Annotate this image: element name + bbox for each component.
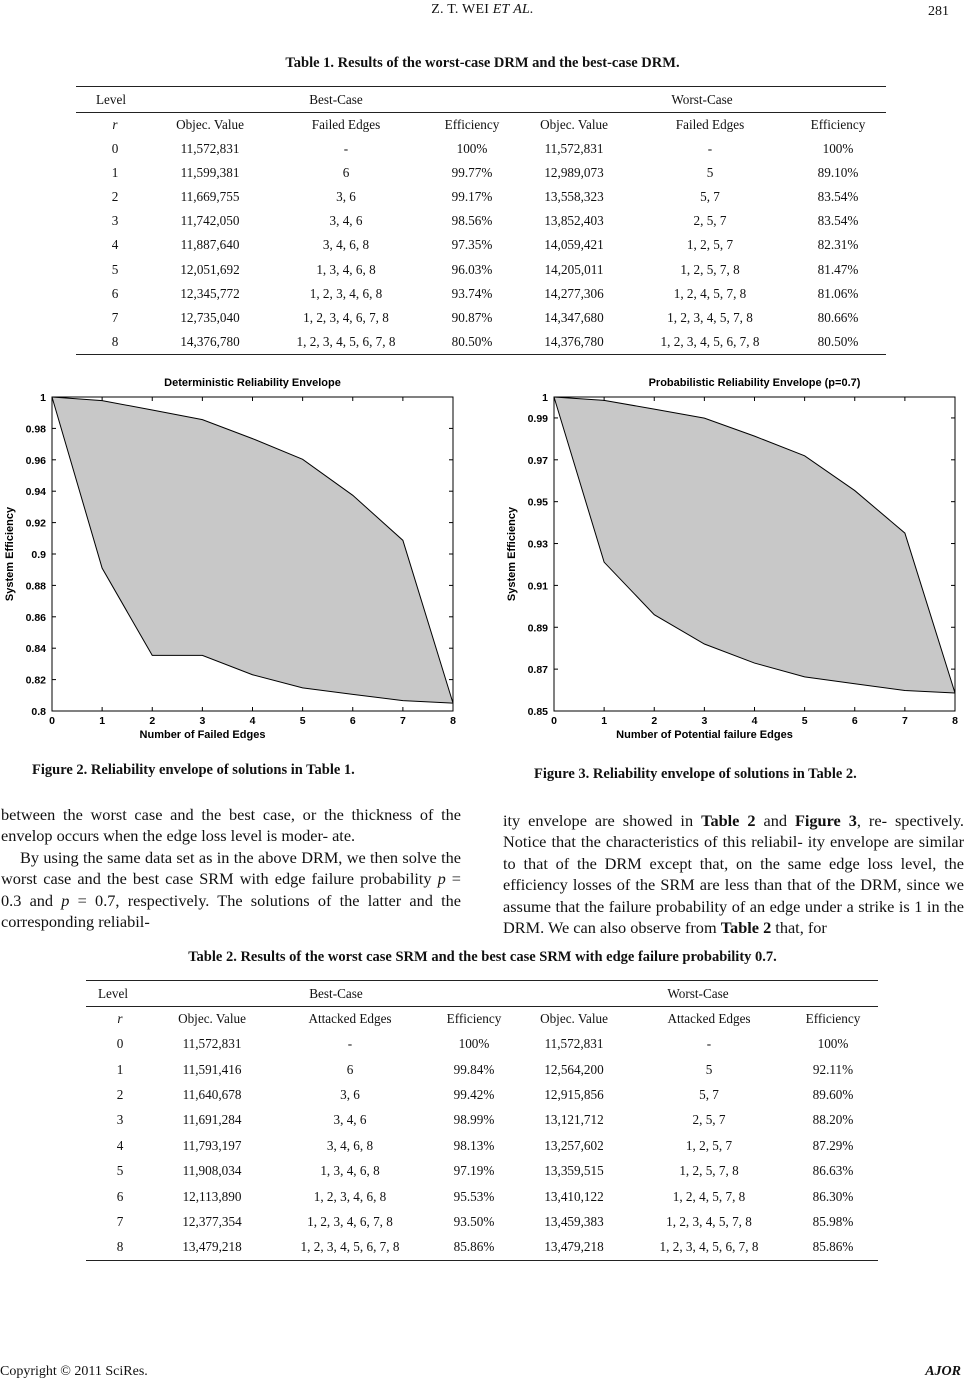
table1-bestcase-header: Best-Case [154, 87, 518, 113]
table-cell: 14,376,780 [518, 330, 630, 354]
table-cell: 14,059,421 [544, 237, 604, 253]
table1-col-header: Efficiency [426, 113, 518, 137]
header-et: ET [492, 2, 510, 17]
table-cell: 5, 7 [700, 188, 720, 204]
y-tick-label: 0.97 [527, 454, 548, 467]
table-cell: 99.42% [453, 1086, 495, 1102]
x-tick-label: 8 [952, 715, 958, 727]
table-cell: 1, 3, 4, 6, 8 [316, 261, 376, 277]
table-cell: 5 [111, 261, 119, 277]
y-tick-label: 0.99 [527, 412, 548, 425]
table-cell: 11,691,284 [182, 1112, 242, 1128]
table-cell: 4 [116, 1137, 124, 1153]
table-cell: 85.86% [430, 1235, 518, 1260]
table-cell: 12,345,772 [180, 285, 240, 301]
right-ref-figure3: Figure 3 [794, 811, 857, 830]
table-cell: 5, 7 [699, 1086, 719, 1102]
table-cell: 2, 5, 7 [692, 1112, 726, 1128]
table-cell: 1, 2, 4, 5, 7, 8 [673, 285, 747, 301]
table-cell: 1, 3, 4, 6, 8 [320, 1163, 380, 1179]
table-cell: 13,479,218 [518, 1235, 630, 1260]
table-row [76, 209, 886, 233]
table-cell: 98.56% [451, 213, 493, 229]
table2-group-header [86, 981, 878, 1007]
table-cell: 0 [116, 1036, 124, 1052]
footer-copyright: Copyright © 2011 SciRes. [0, 1364, 148, 1379]
table-cell: 11,908,034 [182, 1163, 242, 1179]
table-cell: 3, 4, 6 [333, 1112, 367, 1128]
table-cell: 12,915,856 [544, 1086, 604, 1102]
table-cell: 13,121,712 [544, 1112, 604, 1128]
x-tick-label: 8 [450, 715, 456, 727]
y-tick-label: 0.82 [25, 674, 46, 687]
table-row [76, 282, 886, 306]
table-cell: 13,410,122 [544, 1188, 604, 1204]
right-text-g: that, for [771, 918, 827, 938]
table-cell: 1, 2, 3, 4, 6, 7, 8 [303, 309, 389, 325]
table-cell: 12,377,354 [182, 1213, 242, 1229]
table-cell: 1, 2, 3, 4, 5, 7, 8 [667, 309, 753, 325]
table-cell: 1, 2, 3, 4, 5, 6, 7, 8 [266, 330, 426, 354]
table-cell: 92.11% [812, 1061, 854, 1077]
table-cell: 14,347,680 [544, 309, 604, 325]
figure3 [502, 372, 965, 750]
table-cell: 1, 2, 5, 7 [686, 237, 734, 253]
table-cell: 99.84% [453, 1061, 495, 1077]
table-row [76, 185, 886, 209]
table-cell: 6 [342, 164, 350, 180]
table-row [76, 306, 886, 330]
x-tick-label: 2 [651, 715, 658, 727]
y-tick-label: 0.9 [31, 549, 46, 561]
y-tick-label: 0.92 [25, 517, 46, 530]
table2-worstcase-header: Worst-Case [518, 981, 878, 1007]
y-tick-label: 0.98 [25, 423, 46, 436]
table-cell: 0 [111, 140, 119, 156]
table-cell: 83.54% [817, 213, 859, 229]
table-cell: 12,735,040 [180, 309, 240, 325]
table2-body [86, 1032, 878, 1261]
envelope-area [52, 397, 453, 703]
figure2-chart [0, 372, 463, 750]
x-tick-label: 4 [249, 715, 256, 727]
table-cell: 5 [705, 1061, 713, 1077]
table-cell: 3, 6 [336, 188, 356, 204]
table-cell: 97.35% [451, 237, 493, 253]
table2-col-header: r [86, 1007, 154, 1032]
table1-body [76, 137, 886, 355]
table-cell: 11,887,640 [180, 237, 240, 253]
y-axis-label: System Efficiency [506, 506, 518, 602]
table-cell: 81.47% [817, 261, 859, 277]
table-cell: 3, 6 [340, 1086, 360, 1102]
table-cell: 5 [116, 1163, 124, 1179]
table-cell: 90.87% [451, 309, 493, 325]
table-cell: 13,257,602 [544, 1137, 604, 1153]
table1 [76, 86, 886, 355]
table-cell: 6 [346, 1061, 354, 1077]
table-row [86, 1158, 878, 1183]
table-cell: 11,572,831 [182, 1036, 242, 1052]
table-cell: 7 [116, 1213, 124, 1229]
x-tick-label: 2 [149, 715, 156, 727]
table-cell: 97.19% [453, 1163, 495, 1179]
x-tick-label: 6 [349, 715, 356, 727]
table1-caption: Table 1. Results of the worst-case DRM and the best-case DRM. [285, 55, 680, 71]
table-row [86, 1235, 878, 1260]
table-cell: 11,572,831 [180, 140, 240, 156]
p2-text-a: By using the same data set as in the above DRM, we then solve the worst case and the best case SRM with edge failure probability [1, 847, 461, 889]
table-cell: 3, 4, 6, 8 [326, 1137, 374, 1153]
x-tick-label: 5 [801, 715, 808, 727]
table-cell: 6 [111, 285, 119, 301]
x-tick-label: 7 [399, 715, 406, 727]
table-cell: 80.50% [426, 330, 518, 354]
table-cell: - [707, 140, 713, 156]
table-cell: 11,572,831 [544, 140, 604, 156]
y-tick-label: 1 [542, 392, 548, 404]
right-text-e: , re- spectively. Notice that the characteristics of this reliabil- ity envelope are similar to that of the DRM except that, on the same edge loss level, the efficiency losses of the SRM are less than that of the DRM, since we assume that the failure probability of an edge under a strike is 1 in the DRM. We can also observe from [503, 811, 964, 938]
table-cell: 96.03% [451, 261, 493, 277]
table-cell: 89.10% [817, 164, 859, 180]
table2-column-header [86, 1007, 878, 1032]
table-row [86, 1108, 878, 1133]
table-cell: 13,479,218 [154, 1235, 270, 1260]
table-cell: 11,742,050 [180, 213, 240, 229]
body-right-paragraph [503, 810, 964, 938]
table1-worstcase-header: Worst-Case [518, 87, 886, 113]
running-header [0, 2, 965, 18]
table-row [76, 233, 886, 257]
page-number: 281 [928, 4, 949, 19]
table-cell: 11,599,381 [180, 164, 240, 180]
chart-title: Deterministic Reliability Envelope [164, 377, 341, 389]
y-tick-label: 0.87 [527, 664, 548, 677]
table-cell: 14,376,780 [154, 330, 266, 354]
table-cell: 3, 4, 6 [329, 213, 363, 229]
table2-col-header: Objec. Value [518, 1007, 630, 1032]
table1-level-header: Level [76, 87, 154, 113]
figure2 [0, 372, 463, 750]
table-row [76, 257, 886, 281]
table-cell: 3, 4, 6, 8 [322, 237, 370, 253]
table1-col-header: Efficiency [790, 113, 886, 137]
table-cell: 93.50% [453, 1213, 495, 1229]
table-row [86, 1133, 878, 1158]
table-cell: 13,558,323 [544, 188, 604, 204]
x-axis-label: Number of Failed Edges [139, 729, 266, 741]
footer-journal: AJOR [925, 1364, 961, 1379]
right-text-a: ity envelope are showed in [503, 811, 702, 830]
table-cell: 11,793,197 [182, 1137, 242, 1153]
table1-col-header: Objec. Value [518, 113, 630, 137]
table2-col-header: Efficiency [430, 1007, 518, 1032]
p2-var-p2: p [61, 890, 70, 910]
table-cell: - [347, 1036, 353, 1052]
header-authors: Z. T. WEI [431, 2, 490, 17]
table-cell: 93.74% [451, 285, 493, 301]
table-cell: 1, 2, 5, 7 [685, 1137, 733, 1153]
table-cell: 1, 2, 3, 4, 5, 6, 7, 8 [630, 330, 790, 354]
table-cell: 100% [817, 1036, 849, 1052]
header-al: AL. [513, 2, 534, 17]
table-cell: 100% [458, 1036, 490, 1052]
figure3-caption: Figure 3. Reliability envelope of solutions in Table 2. [534, 766, 857, 782]
table-cell: 86.30% [812, 1188, 854, 1204]
table-row [86, 1057, 878, 1082]
table-cell: 7 [111, 309, 119, 325]
x-tick-label: 7 [901, 715, 908, 727]
chart-title: Probabilistic Reliability Envelope (p=0.7) [648, 377, 861, 389]
body-left-column [1, 804, 461, 932]
x-tick-label: 0 [551, 715, 557, 727]
y-tick-label: 0.91 [527, 580, 548, 593]
table2-col-header: Attacked Edges [630, 1007, 788, 1032]
table-cell: 1, 2, 3, 4, 6, 7, 8 [307, 1213, 393, 1229]
right-text-c: and [755, 811, 795, 830]
table-cell: - [706, 1036, 712, 1052]
table-cell: 1, 2, 4, 5, 7, 8 [672, 1188, 746, 1204]
x-tick-label: 3 [701, 715, 708, 727]
table-cell: 14,277,306 [544, 285, 604, 301]
p2-var-p1: p [437, 869, 446, 889]
table2-level-header: Level [86, 981, 154, 1007]
table-cell: 98.99% [453, 1112, 495, 1128]
right-ref-table2-b: Table 2 [720, 918, 772, 938]
table-cell: 11,669,755 [180, 188, 240, 204]
table-cell: 80.66% [817, 309, 859, 325]
table-cell: 2, 5, 7 [693, 213, 727, 229]
figure2-caption: Figure 2. Reliability envelope of solutions in Table 1. [32, 762, 355, 778]
table-cell: 83.54% [817, 188, 859, 204]
x-tick-label: 6 [851, 715, 858, 727]
table-cell: 85.98% [812, 1213, 854, 1229]
table-cell: 81.06% [817, 285, 859, 301]
table-cell: 12,113,890 [182, 1188, 242, 1204]
table-cell: 1, 2, 3, 4, 5, 7, 8 [666, 1213, 752, 1229]
x-tick-label: 3 [199, 715, 206, 727]
body-left-paragraph-1: between the worst case and the best case, or the thickness of the envelop occurs when the edge loss level is moder- ate. [1, 805, 461, 846]
table-cell: 12,051,692 [180, 261, 240, 277]
table-cell: 99.17% [451, 188, 493, 204]
table1-col-header: Objec. Value [154, 113, 266, 137]
p2-text-b: = 0.3 and [1, 869, 461, 910]
table-cell: 1 [111, 164, 119, 180]
y-tick-label: 0.8 [31, 706, 46, 718]
table2-col-header: Attacked Edges [270, 1007, 430, 1032]
table-cell: 1, 2, 3, 4, 6, 8 [309, 285, 383, 301]
table-cell: 86.63% [812, 1163, 854, 1179]
table-cell: 5 [706, 164, 714, 180]
y-tick-label: 0.85 [527, 706, 548, 718]
x-axis-label: Number of Potential failure Edges [616, 729, 793, 741]
table-cell: 1, 2, 3, 4, 5, 6, 7, 8 [270, 1235, 430, 1260]
table-cell: 11,640,678 [182, 1086, 242, 1102]
table-cell: 3 [116, 1112, 124, 1128]
y-tick-label: 0.95 [527, 496, 548, 509]
table-row [76, 330, 886, 354]
y-tick-label: 0.88 [25, 580, 46, 593]
p2-text-c: = 0.7, respectively. The solutions of the latter and the corresponding reliabil- [1, 890, 461, 932]
table-cell: 3 [111, 213, 119, 229]
table-cell: 13,359,515 [544, 1163, 604, 1179]
table2-col-header: Objec. Value [154, 1007, 270, 1032]
table1-col-header: Failed Edges [266, 113, 426, 137]
table2-bestcase-header: Best-Case [154, 981, 518, 1007]
x-tick-label: 1 [99, 715, 106, 727]
table-cell: 14,205,011 [544, 261, 604, 277]
table-cell: 2 [111, 188, 119, 204]
table1-col-header: Failed Edges [630, 113, 790, 137]
envelope-area [554, 397, 955, 693]
table-cell: 11,572,831 [544, 1036, 604, 1052]
x-tick-label: 4 [751, 715, 758, 727]
table-cell: 8 [86, 1235, 154, 1260]
table1-column-header [76, 113, 886, 137]
x-tick-label: 5 [299, 715, 306, 727]
table-cell: 12,564,200 [544, 1061, 604, 1077]
table1-col-header: r [76, 113, 154, 137]
table-cell: 1, 2, 3, 4, 5, 6, 7, 8 [630, 1235, 788, 1260]
table-cell: 1, 2, 3, 4, 6, 8 [313, 1188, 387, 1204]
table-cell: 8 [76, 330, 154, 354]
table-cell: 82.31% [817, 237, 859, 253]
table-cell: 6 [116, 1188, 124, 1204]
y-tick-label: 0.89 [527, 622, 548, 635]
table-cell: 87.29% [812, 1137, 854, 1153]
table-row [86, 1032, 878, 1057]
y-tick-label: 0.96 [25, 454, 46, 467]
table-row [76, 137, 886, 161]
table-cell: 99.77% [451, 164, 493, 180]
table-cell: 13,459,383 [544, 1213, 604, 1229]
table-cell: 85.86% [788, 1235, 878, 1260]
x-tick-label: 1 [601, 715, 608, 727]
body-right-column [503, 810, 964, 938]
table-cell: 4 [111, 237, 119, 253]
table-cell: - [343, 140, 349, 156]
y-tick-label: 0.86 [25, 611, 46, 624]
table-cell: 80.50% [790, 330, 886, 354]
right-ref-table2: Table 2 [701, 811, 756, 830]
table-cell: 89.60% [812, 1086, 854, 1102]
table-cell: 11,591,416 [182, 1061, 242, 1077]
table-row [86, 1184, 878, 1209]
x-tick-label: 0 [49, 715, 55, 727]
table-row [86, 1209, 878, 1234]
figure3-chart [502, 372, 965, 750]
table-cell: 98.13% [453, 1137, 495, 1153]
table-cell: 88.20% [812, 1112, 854, 1128]
y-axis-label: System Efficiency [4, 506, 16, 602]
y-tick-label: 0.94 [25, 486, 46, 499]
table-cell: 95.53% [453, 1188, 495, 1204]
table2 [86, 980, 878, 1261]
table-cell: 12,989,073 [544, 164, 604, 180]
table-cell: 100% [456, 140, 488, 156]
table-row [86, 1082, 878, 1107]
table-cell: 1, 2, 5, 7, 8 [679, 1163, 739, 1179]
table1-group-header [76, 87, 886, 113]
table-cell: 1, 2, 5, 7, 8 [680, 261, 740, 277]
body-left-paragraph-2 [1, 847, 461, 933]
y-tick-label: 0.93 [527, 538, 548, 551]
table-cell: 13,852,403 [544, 213, 604, 229]
table-row [76, 161, 886, 185]
table2-caption: Table 2. Results of the worst case SRM and the best case SRM with edge failure probability 0.7. [188, 949, 777, 965]
table2-col-header: Efficiency [788, 1007, 878, 1032]
y-tick-label: 1 [40, 392, 46, 404]
table-cell: 100% [822, 140, 854, 156]
table-cell: 2 [116, 1086, 124, 1102]
table-cell: 1 [116, 1061, 124, 1077]
y-tick-label: 0.84 [25, 643, 46, 656]
